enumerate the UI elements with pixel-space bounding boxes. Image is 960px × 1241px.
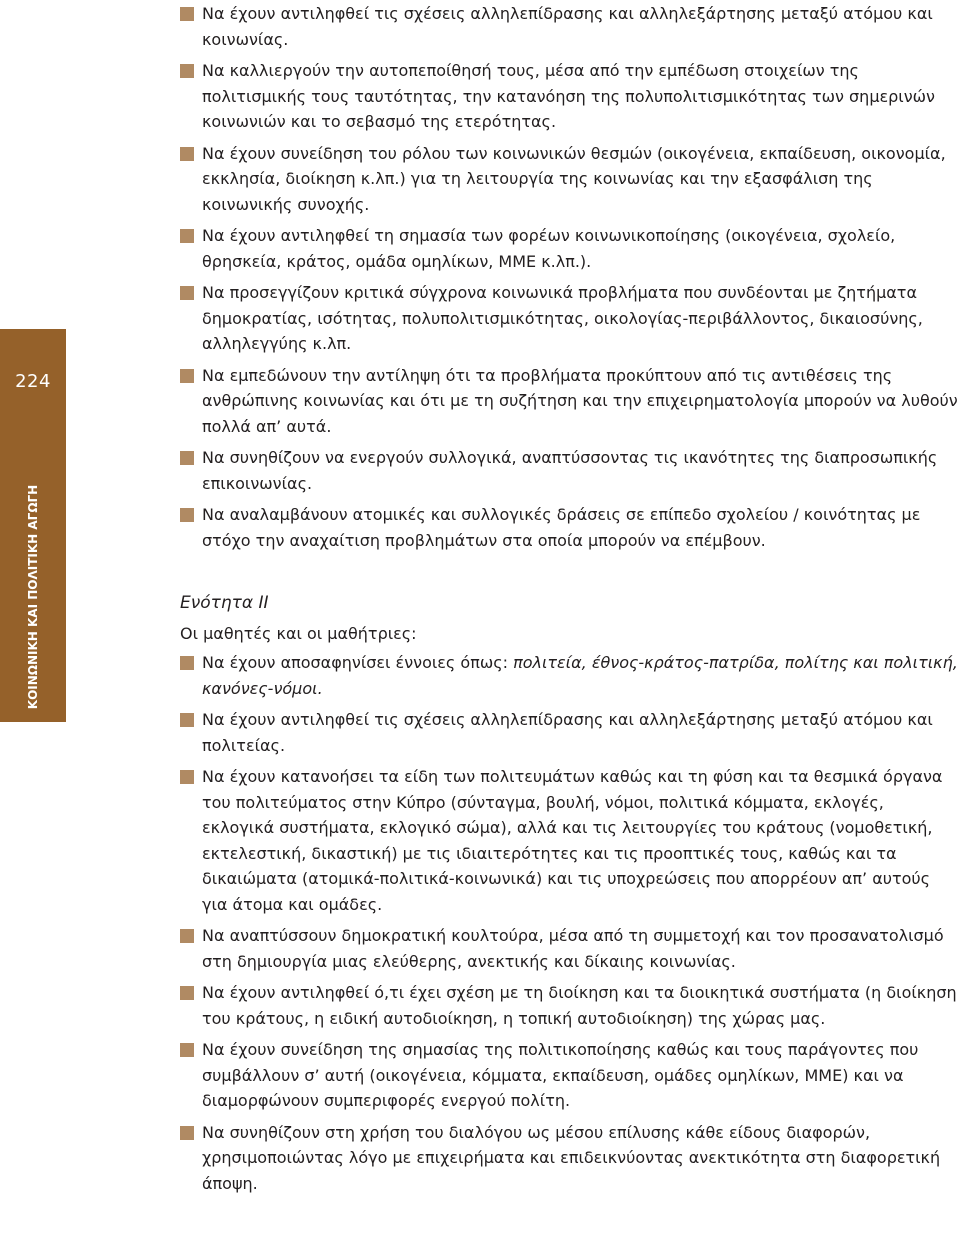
list-item: Να έχουν αντιληφθεί ό,τι έχει σχέση με τη διοίκηση και τα διοικητικά συστήματα (η διοίκηση του κράτους, η ειδική αυτοδιοίκηση, η τοπική αυτοδιοίκηση) της χώρας μας.: [180, 980, 958, 1031]
list-item: Να έχουν αντιληφθεί τη σημασία των φορέων κοινωνικοποίησης (οικογένεια, σχολείο, θρησκεία, κράτος, ομάδα ομηλίκων, ΜΜΕ κ.λπ.).: [180, 223, 958, 274]
item-text: Να έχουν αποσαφηνίσει έννοιες όπως:: [202, 653, 514, 672]
list-item: Να έχουν αντιληφθεί τις σχέσεις αλληλεπίδρασης και αλληλεξάρτησης μεταξύ ατόμου και πολιτείας.: [180, 707, 958, 758]
list-item: Να αναλαμβάνουν ατομικές και συλλογικές δράσεις σε επίπεδο σχολείου / κοινότητας με στόχο την αναχαίτιση προβλημάτων στα οποία μπορούν να επέμβουν.: [180, 502, 958, 553]
list-item: Να προσεγγίζουν κριτικά σύγχρονα κοινωνικά προβλήματα που συνδέονται με ζητήματα δημοκρατίας, ισότητας, πολυπολιτισμικότητας, οικολογίας-περιβάλλοντος, δικαιοσύνης, αλληλεγγύης κ.λπ.: [180, 280, 958, 357]
list-item: Να έχουν κατανοήσει τα είδη των πολιτευμάτων καθώς και τη φύση και τα θεσμικά όργανα του πολιτεύματος στην Κύπρο (σύνταγμα, βουλή, νόμοι, πολιτικά κόμματα, εκλογές, εκλογικά συστήματα, εκλογικό σώμα), αλλά και τις λειτουργίες του κράτους (νομοθετική, εκτελεστική, δικαστική) με τις ιδιαιτερότητες και τις προοπτικές τους, καθώς και τα δικαιώματα (ατομικά-πολιτικά-κοινωνικά) και τις υποχρεώσεις που απορρέουν απ’ αυτούς για άτομα και ομάδες.: [180, 764, 958, 917]
section-intro: Οι μαθητές και οι μαθήτριες:: [180, 623, 417, 643]
list-item: Να συνηθίζουν να ενεργούν συλλογικά, αναπτύσσοντας τις ικανότητες της διαπροσωπικής επικοινωνίας.: [180, 445, 958, 496]
main-content: [180, 0, 958, 1202]
list-item: [180, 650, 958, 701]
list-item: Να αναπτύσσουν δημοκρατική κουλτούρα, μέσα από τη συμμετοχή και τον προσανατολισμό στη δημιουργία μιας ελεύθερης, ανεκτικής και δίκαιης κοινωνίας.: [180, 923, 958, 974]
item-emphasis: πολιτεία, έθνος-κράτος-πατρίδα, πολίτης και πολιτική, κανόνες-νόμοι.: [202, 653, 958, 698]
list-item: Να έχουν συνείδηση του ρόλου των κοινωνικών θεσμών (οικογένεια, εκπαίδευση, οικονομία, εκκλησία, διοίκηση κ.λπ.) για τη λειτουργία της κοινωνίας και την εξασφάλιση της κοινωνικής συνοχής.: [180, 141, 958, 218]
chapter-label: ΚΟΙΝΩΝΙΚΗ ΚΑΙ ΠΟΛΙΤΙΚΗ ΑΓΩΓΗ: [26, 484, 40, 710]
page-number: 224: [15, 371, 51, 392]
list-item: Να καλλιεργούν την αυτοπεποίθησή τους, μέσα από την εμπέδωση στοιχείων της πολιτισμικής τους ταυτότητας, την κατανόηση της πολυπολιτισμικότητας των σημερινών κοινωνιών και το σεβασμό της ετερότητας.: [180, 58, 958, 135]
section-title: Ενότητα ΙΙ: [180, 593, 269, 613]
objectives-list-1: [180, 1, 958, 553]
objectives-list-2: [180, 650, 958, 1196]
list-item: Να έχουν συνείδηση της σημασίας της πολιτικοποίησης καθώς και τους παράγοντες που συμβάλλουν σ’ αυτή (οικογένεια, κόμματα, εκπαίδευση, ομάδες ομηλίκων, ΜΜΕ) και να διαμορφώνουν συμπεριφορές ενεργού πολίτη.: [180, 1037, 958, 1114]
list-item: Να έχουν αντιληφθεί τις σχέσεις αλληλεπίδρασης και αλληλεξάρτησης μεταξύ ατόμου και κοινωνίας.: [180, 1, 958, 52]
list-item: Να συνηθίζουν στη χρήση του διαλόγου ως μέσου επίλυσης κάθε είδους διαφορών, χρησιμοποιώντας λόγο με επιχειρήματα και επιδεικνύοντας ανεκτικότητα στη διαφορετική άποψη.: [180, 1120, 958, 1197]
list-item: Να εμπεδώνουν την αντίληψη ότι τα προβλήματα προκύπτουν από τις αντιθέσεις της ανθρώπινης κοινωνίας και ότι με τη συζήτηση και την επιχειρηματολογία μπορούν να λυθούν πολλά απ’ αυτά.: [180, 363, 958, 440]
chapter-side-tab: [0, 329, 66, 722]
